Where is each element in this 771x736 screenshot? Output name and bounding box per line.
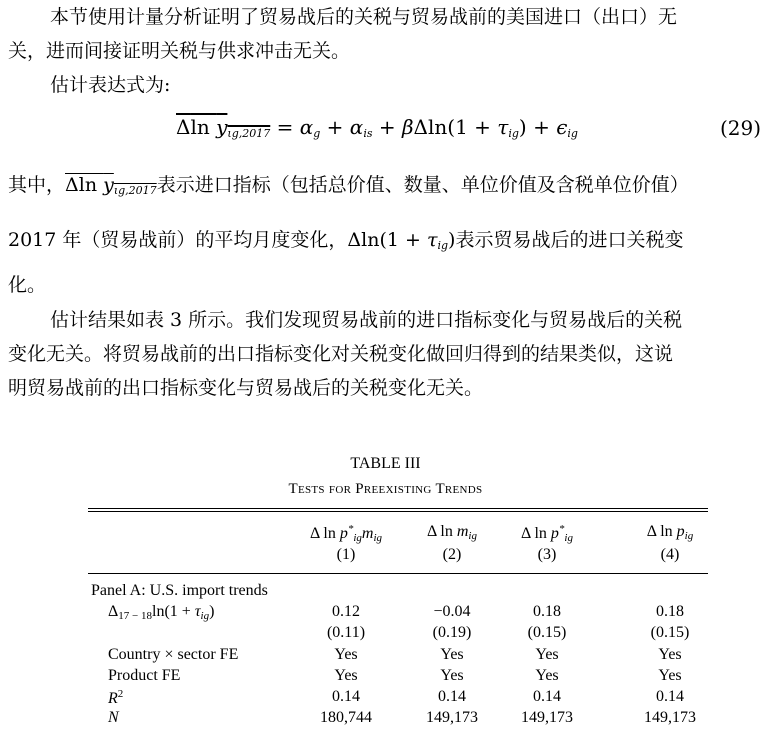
table-top-rule: [88, 508, 708, 509]
paragraph-4-line-1: 2017 年（贸易战前）的平均月度变化，$\Delta\ln(1 + \tau_{ig})$表示贸易战后的进口关税变: [8, 229, 684, 252]
table-cell: 149,173: [521, 709, 573, 726]
table-cell: Yes: [440, 667, 464, 684]
column-header-3: Δ $\ln p^*_{ig}$: [521, 523, 573, 544]
table-cell: Yes: [440, 646, 464, 663]
table-cell: Yes: [535, 646, 559, 663]
paragraph-1-line-2: 关，进而间接证明关税与供求冲击无关。: [8, 40, 351, 62]
panel-label: Panel A: U.S. import trends: [91, 582, 268, 599]
equation-lhs: Δln $y_{\iota g,2017}$: [176, 115, 271, 140]
table-cell: 0.12: [332, 603, 360, 620]
table-cell: 0.14: [438, 688, 466, 705]
table-cell: 149,173: [644, 709, 696, 726]
paragraph-1-line-1: 本节使用计量分析证明了贸易战后的关税与贸易战前的美国进口（出口）无: [50, 6, 678, 28]
table-cell: (0.19): [432, 624, 472, 641]
paragraph-5-line-3: 明贸易战前的出口指标变化与贸易战后的关税变化无关。: [8, 377, 484, 399]
table-header-rule: [88, 573, 708, 574]
table-cell: Yes: [334, 667, 358, 684]
table-cell: (0.15): [527, 624, 567, 641]
table-cell: 0.14: [533, 688, 561, 705]
paragraph-5-line-1: 估计结果如表 3 所示。我们发现贸易战前的进口指标变化与贸易战后的关税: [50, 309, 683, 331]
table-cell: 0.18: [656, 603, 684, 620]
row-label-r-squared: $R^2$: [108, 688, 124, 707]
equation-29: Δln $y_{\iota g,2017} = \alpha_g + \alpha_{is} + \beta\Delta\ln(1 + \tau_{ig}) + \epsilon_{ig}$: [176, 115, 578, 140]
table-cell: Yes: [334, 646, 358, 663]
table-cell: (0.15): [650, 624, 690, 641]
paragraph-2: 估计表达式为:: [50, 74, 171, 96]
column-number-2: (2): [442, 546, 462, 563]
row-label-n: N: [108, 709, 119, 726]
column-header-2: Δ $\ln m_{ig}$: [427, 523, 477, 542]
table-title: TABLE III: [350, 455, 421, 472]
table-cell: 0.18: [533, 603, 561, 620]
table-cell: Yes: [535, 667, 559, 684]
row-label-product-fe: Product FE: [108, 667, 181, 684]
table-cell: (0.11): [326, 624, 366, 641]
table-cell: 180,744: [320, 709, 372, 726]
table-subtitle: Tests for Preexisting Trends: [288, 481, 483, 497]
table-cell: 0.14: [332, 688, 360, 705]
equation-number: (29): [720, 116, 762, 140]
row-label-country-sector-fe: Country × sector FE: [108, 646, 239, 663]
paragraph-3: 其中，Δln $y_{\iota g,2017}$表示进口指标（包括总价值、数量、单位价值及含税单位价值）: [8, 174, 689, 197]
table-cell: −0.04: [433, 603, 471, 620]
paragraph-4-line-2: 化。: [8, 274, 47, 296]
column-number-4: (4): [660, 546, 680, 563]
paragraph-5-line-2: 变化无关。将贸易战前的出口指标变化对关税变化做回归得到的结果类似，这说: [8, 343, 674, 365]
row-label-tariff: $\Delta_{17 - 18}\ln(1 + \tau_{ig})$: [108, 603, 215, 622]
column-number-1: (1): [336, 546, 356, 563]
table-cell: Yes: [658, 667, 682, 684]
table-cell: 149,173: [426, 709, 478, 726]
column-header-1: Δ $\ln p^*_{ig}m_{ig}$: [309, 523, 383, 544]
table-cell: Yes: [658, 646, 682, 663]
column-number-3: (3): [537, 546, 557, 563]
column-header-4: Δ $\ln p_{ig}$: [646, 523, 694, 542]
table-top-rule-2: [88, 511, 708, 512]
table-cell: 0.14: [656, 688, 684, 705]
